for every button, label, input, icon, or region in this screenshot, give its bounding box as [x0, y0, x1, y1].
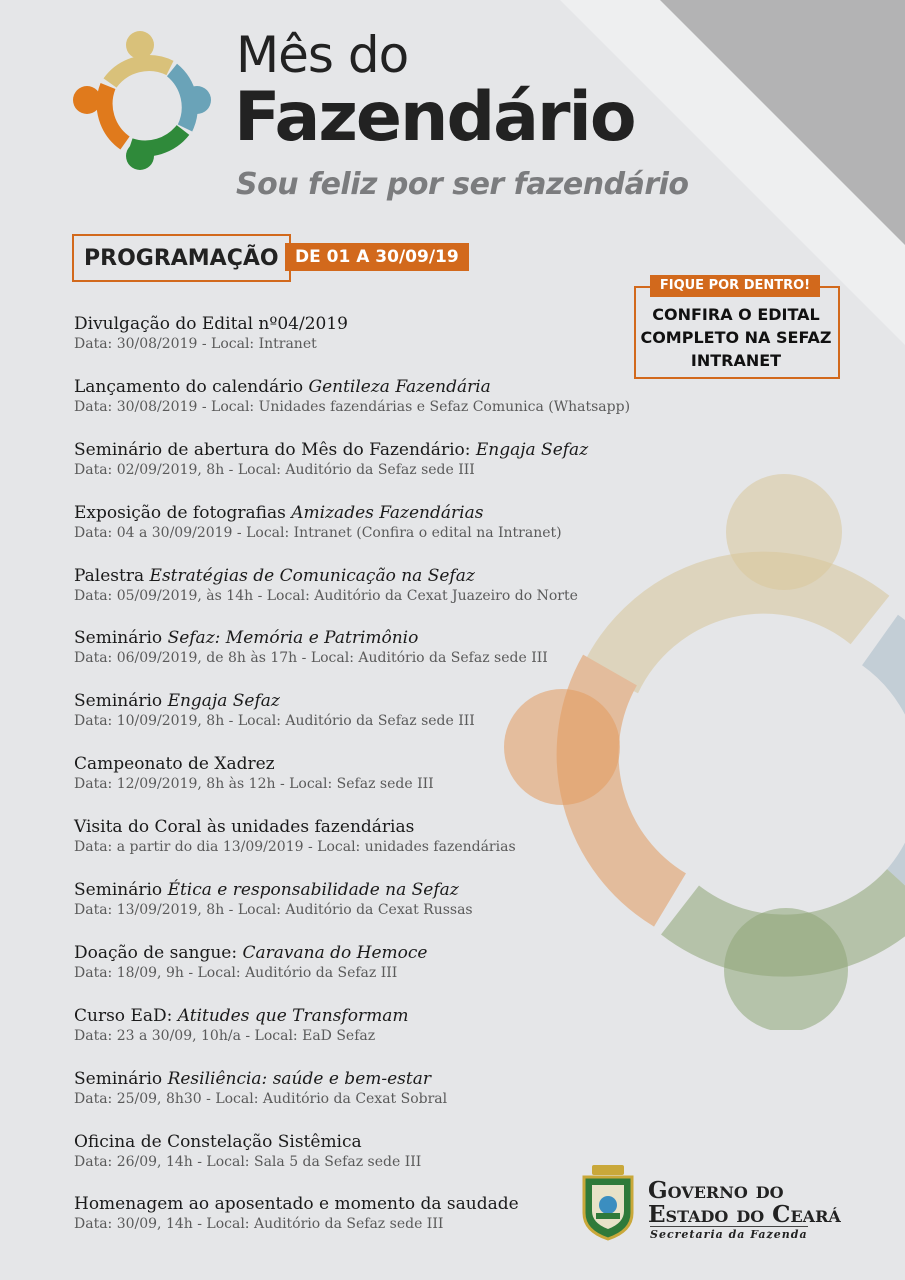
event-title-text: Oficina de Constelação Sistêmica	[74, 1131, 362, 1152]
callout-line-3: INTRANET	[690, 351, 782, 370]
government-line-3: Secretaria da Fazenda	[650, 1228, 808, 1241]
event-title	[74, 753, 694, 775]
programacao-text: PROGRAMAÇÃO	[84, 245, 279, 271]
event-item	[74, 690, 694, 753]
event-title	[74, 1005, 694, 1027]
event-title-italic: Sefaz: Memória e Patrimônio	[167, 628, 419, 649]
event-item	[74, 942, 694, 1005]
ceara-crest-icon	[578, 1163, 638, 1241]
event-title	[74, 690, 694, 712]
event-title-text: Doação de sangue:	[74, 942, 243, 963]
mes-do-fazendario-logo	[70, 28, 215, 173]
event-info: Data: 13/09/2019, 8h - Local: Auditório da Cexat Russas	[74, 902, 473, 919]
event-item	[74, 1068, 694, 1131]
event-info: Data: 12/09/2019, 8h às 12h - Local: Sefaz sede III	[74, 776, 434, 793]
event-title	[74, 565, 694, 587]
event-title-italic: Gentileza Fazendária	[308, 376, 491, 397]
event-info: Data: 23 a 30/09, 10h/a - Local: EaD Sefaz	[74, 1027, 376, 1044]
event-title-text: Curso EaD:	[74, 1005, 178, 1026]
event-title	[74, 502, 694, 524]
event-title-text: Visita do Coral às unidades fazendárias	[74, 817, 415, 838]
event-title	[74, 627, 694, 649]
event-info: Data: a partir do dia 13/09/2019 - Local: unidades fazendárias	[74, 839, 516, 856]
event-title	[74, 1068, 694, 1090]
event-title-italic: Engaja Sefaz	[475, 439, 589, 460]
event-title-italic: Resiliência: saúde e bem-estar	[167, 1068, 431, 1089]
event-info: Data: 25/09, 8h30 - Local: Auditório da Cexat Sobral	[74, 1090, 448, 1107]
event-info: Data: 18/09, 9h - Local: Auditório da Sefaz III	[74, 964, 398, 981]
event-item	[74, 565, 694, 628]
event-title-text: Seminário	[74, 691, 168, 712]
event-title-text: Seminário	[74, 1068, 168, 1089]
event-title	[74, 879, 694, 901]
event-title-italic: Estratégias de Comunicação na Sefaz	[149, 565, 475, 586]
event-title-text: Homenagem ao aposentado e momento da saudade	[74, 1194, 519, 1215]
event-item	[74, 816, 694, 879]
event-info: Data: 26/09, 14h - Local: Sala 5 da Sefaz sede III	[74, 1153, 422, 1170]
event-title-text: Divulgação do Edital nº04/2019	[74, 314, 348, 334]
event-item	[74, 376, 694, 439]
event-title	[74, 313, 694, 335]
event-info: Data: 05/09/2019, às 14h - Local: Auditório da Cexat Juazeiro do Norte	[74, 587, 578, 604]
event-info: Data: 30/08/2019 - Local: Unidades fazendárias e Sefaz Comunica (Whatsapp)	[74, 398, 631, 415]
event-title	[74, 1131, 694, 1153]
event-list	[74, 313, 694, 1256]
title-line-2: Fazendário	[234, 78, 635, 157]
event-info: Data: 04 a 30/09/2019 - Local: Intranet (Confira o edital na Intranet)	[74, 524, 562, 541]
event-title-text: Exposição de fotografias	[74, 502, 292, 523]
event-title	[74, 376, 694, 398]
event-item	[74, 313, 694, 376]
event-info: Data: 10/09/2019, 8h - Local: Auditório da Sefaz sede III	[74, 713, 475, 730]
event-title-text: Lançamento do calendário	[74, 376, 309, 397]
date-range-badge: DE 01 A 30/09/19	[285, 243, 469, 271]
event-info: Data: 02/09/2019, 8h - Local: Auditório da Sefaz sede III	[74, 461, 475, 478]
event-info: Data: 06/09/2019, de 8h às 17h - Local: Auditório da Sefaz sede III	[74, 650, 548, 667]
government-line-2: Estado do Ceará	[648, 1201, 841, 1228]
event-item	[74, 439, 694, 502]
callout-tag: FIQUE POR DENTRO!	[650, 275, 820, 297]
event-title-italic: Atitudes que Transformam	[177, 1005, 409, 1026]
event-item	[74, 753, 694, 816]
event-title	[74, 816, 694, 838]
event-title-italic: Ética e responsabilidade na Sefaz	[167, 880, 459, 901]
event-info: Data: 30/08/2019 - Local: Intranet	[74, 336, 317, 352]
programacao-label	[72, 234, 291, 282]
event-title-italic: Amizades Fazendárias	[291, 502, 484, 523]
title-line-1: Mês do	[236, 26, 409, 84]
event-title-text: Campeonato de Xadrez	[74, 754, 275, 775]
event-title	[74, 942, 694, 964]
callout-line-2: COMPLETO NA SEFAZ	[640, 328, 832, 347]
event-title-text: Seminário	[74, 880, 168, 901]
event-title-italic: Caravana do Hemoce	[242, 942, 428, 963]
event-title-text: Palestra	[74, 565, 150, 586]
event-info: Data: 30/09, 14h - Local: Auditório da Sefaz sede III	[74, 1216, 444, 1233]
callout-line-1: CONFIRA O EDITAL	[652, 305, 820, 324]
event-item	[74, 502, 694, 565]
government-line-1: Governo do	[648, 1177, 784, 1204]
event-item	[74, 1005, 694, 1068]
government-logo	[578, 1163, 878, 1243]
event-item	[74, 627, 694, 690]
event-title	[74, 439, 694, 461]
event-title-italic: Engaja Sefaz	[167, 691, 280, 712]
event-title-text: Seminário de abertura do Mês do Fazendário:	[74, 439, 476, 460]
slogan: Sou feliz por ser fazendário	[236, 167, 689, 202]
event-title-text: Seminário	[74, 628, 168, 649]
event-item	[74, 879, 694, 942]
